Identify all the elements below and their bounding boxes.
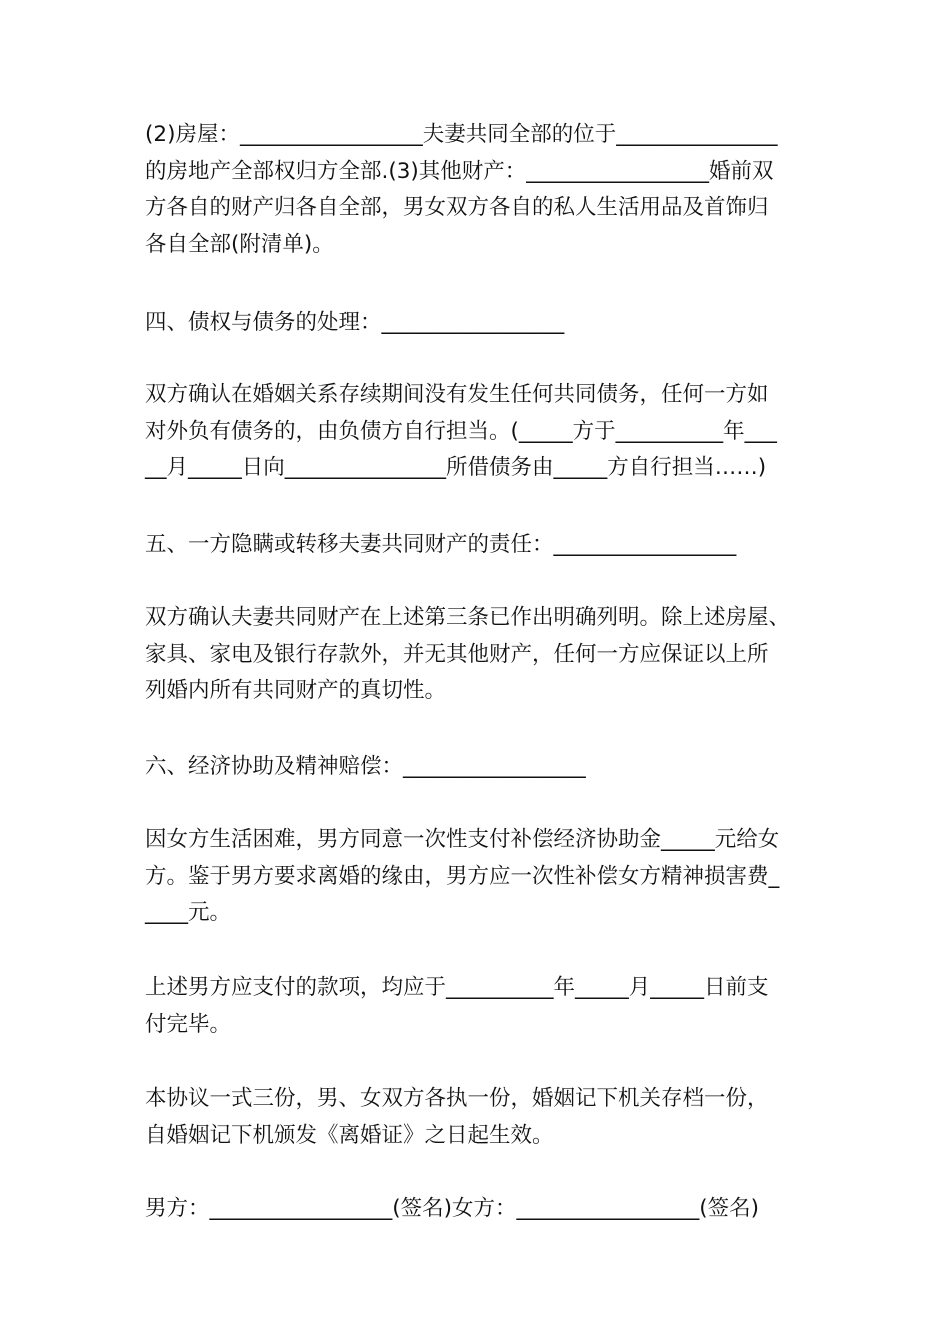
payment-deadline-paragraph: 上述男方应支付的款项，均应于__________年_____月_____日前支 付完毕。 bbox=[145, 975, 769, 1037]
property-house-paragraph: (2)房屋：_________________夫妻共同全部的位于_______________ 的房地产全部权归方全部.(3)其他财产：_________________婚前双 方各自的财产归各自全部，男女双方各自的私人生活用品及首饰归 各自全部(附清单)。 bbox=[145, 122, 778, 257]
signature-line: 男方：_________________(签名)女方：_________________(签名) bbox=[145, 1196, 760, 1221]
section-five-heading: 五、一方隐瞒或转移夫妻共同财产的责任：_________________ bbox=[145, 532, 737, 557]
section-six-heading: 六、经济协助及精神赔偿：_________________ bbox=[145, 754, 586, 779]
compensation-paragraph: 因女方生活困难，男方同意一次性支付补偿经济协助金_____元给女 方。鉴于男方要求离婚的缘由，男方应一次性补偿女方精神损害费_ ____元。 bbox=[145, 827, 780, 925]
debt-paragraph: 双方确认在婚姻关系存续期间没有发生任何共同债务，任何一方如 对外负有债务的，由负债方自行担当。(_____方于__________年___ __月_____日向_______________所借债务由_____方自行担当……) bbox=[145, 382, 777, 480]
section-four-heading: 四、债权与债务的处理：_________________ bbox=[145, 310, 565, 335]
copies-effective-paragraph: 本协议一式三份，男、女双方各执一份，婚姻记下机关存档一份， 自婚姻记下机颁发《离婚证》之日起生效。 bbox=[145, 1086, 769, 1148]
joint-property-paragraph: 双方确认夫妻共同财产在上述第三条已作出明确列明。除上述房屋、 家具、家电及银行存款外，并无其他财产，任何一方应保证以上所 列婚内所有共同财产的真切性。 bbox=[145, 605, 791, 703]
